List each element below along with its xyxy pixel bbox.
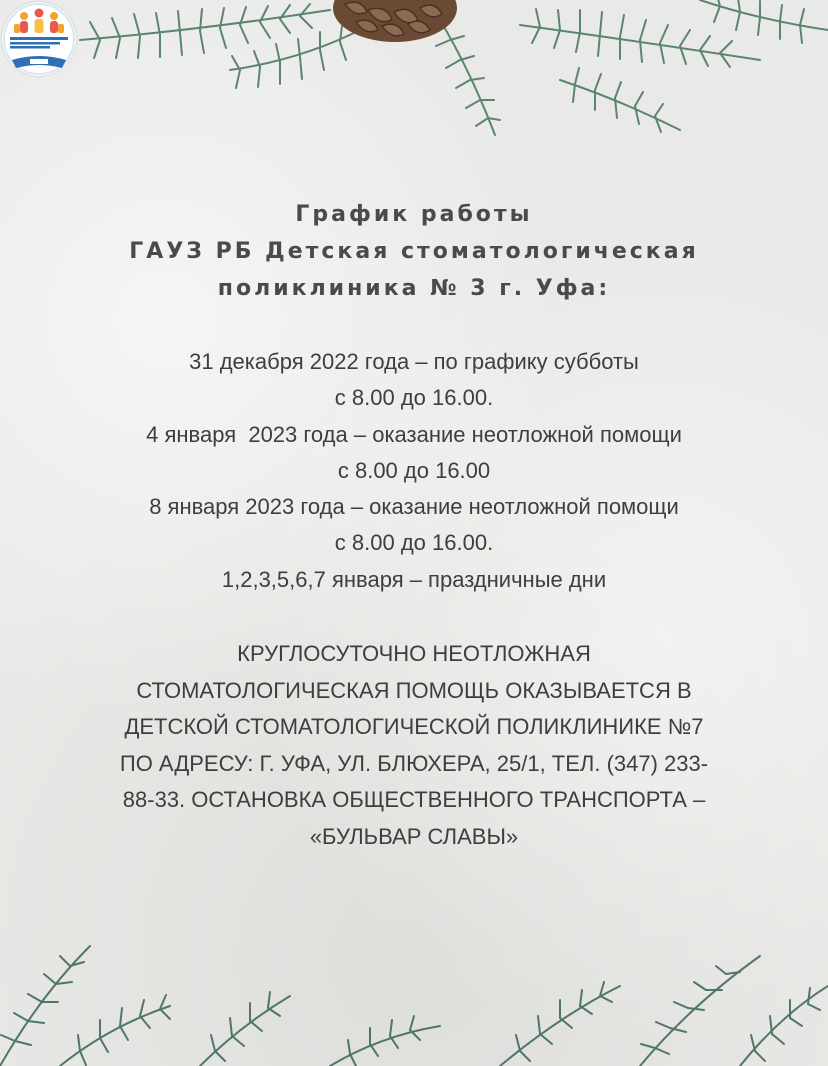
- title-line-3: поликлиника № 3 г. Уфа:: [217, 276, 611, 301]
- emergency-line: ПО АДРЕСУ: Г. УФА, УЛ. БЛЮХЕРА, 25/1, ТЕЛ. (347) 233-: [119, 750, 709, 776]
- pine-branches-bottom-icon: [0, 916, 828, 1066]
- emergency-care-notice: [0, 636, 828, 855]
- schedule-title: [0, 196, 828, 307]
- emergency-line: «БУЛЬВАР СЛАВЫ»: [309, 823, 519, 849]
- pine-cone-icon: [333, 0, 457, 42]
- title-line-1: График работы: [295, 202, 533, 227]
- schedule-line: с 8.00 до 16.00.: [334, 385, 494, 411]
- holiday-schedule: [0, 344, 828, 598]
- emergency-line: СТОМАТОЛОГИЧЕСКАЯ ПОМОЩЬ ОКАЗЫВАЕТСЯ В: [136, 677, 692, 703]
- clinic-logo: [2, 2, 76, 76]
- emergency-line: 88-33. ОСТАНОВКА ОБЩЕСТВЕННОГО ТРАНСПОРТА –: [122, 787, 706, 812]
- title-line-2: ГАУЗ РБ Детская стоматологическая: [129, 239, 699, 264]
- schedule-line: 1,2,3,5,6,7 января – праздничные дни: [221, 566, 607, 592]
- clinic-logo-icon: [2, 2, 76, 76]
- schedule-line: 31 декабря 2022 года – по графику субботы: [189, 349, 639, 374]
- schedule-line: 8 января 2023 года – оказание неотложной помощи: [149, 494, 679, 520]
- schedule-line: с 8.00 до 16.00: [337, 457, 491, 483]
- emergency-line: КРУГЛОСУТОЧНО НЕОТЛОЖНАЯ: [237, 641, 591, 666]
- emergency-line: ДЕТСКОЙ СТОМАТОЛОГИЧЕСКОЙ ПОЛИКЛИНИКЕ №7: [124, 714, 704, 739]
- pine-branches-top-icon: [0, 0, 828, 150]
- schedule-line: с 8.00 до 16.00.: [334, 530, 494, 556]
- schedule-line: 4 января 2023 года – оказание неотложной помощи: [146, 421, 682, 447]
